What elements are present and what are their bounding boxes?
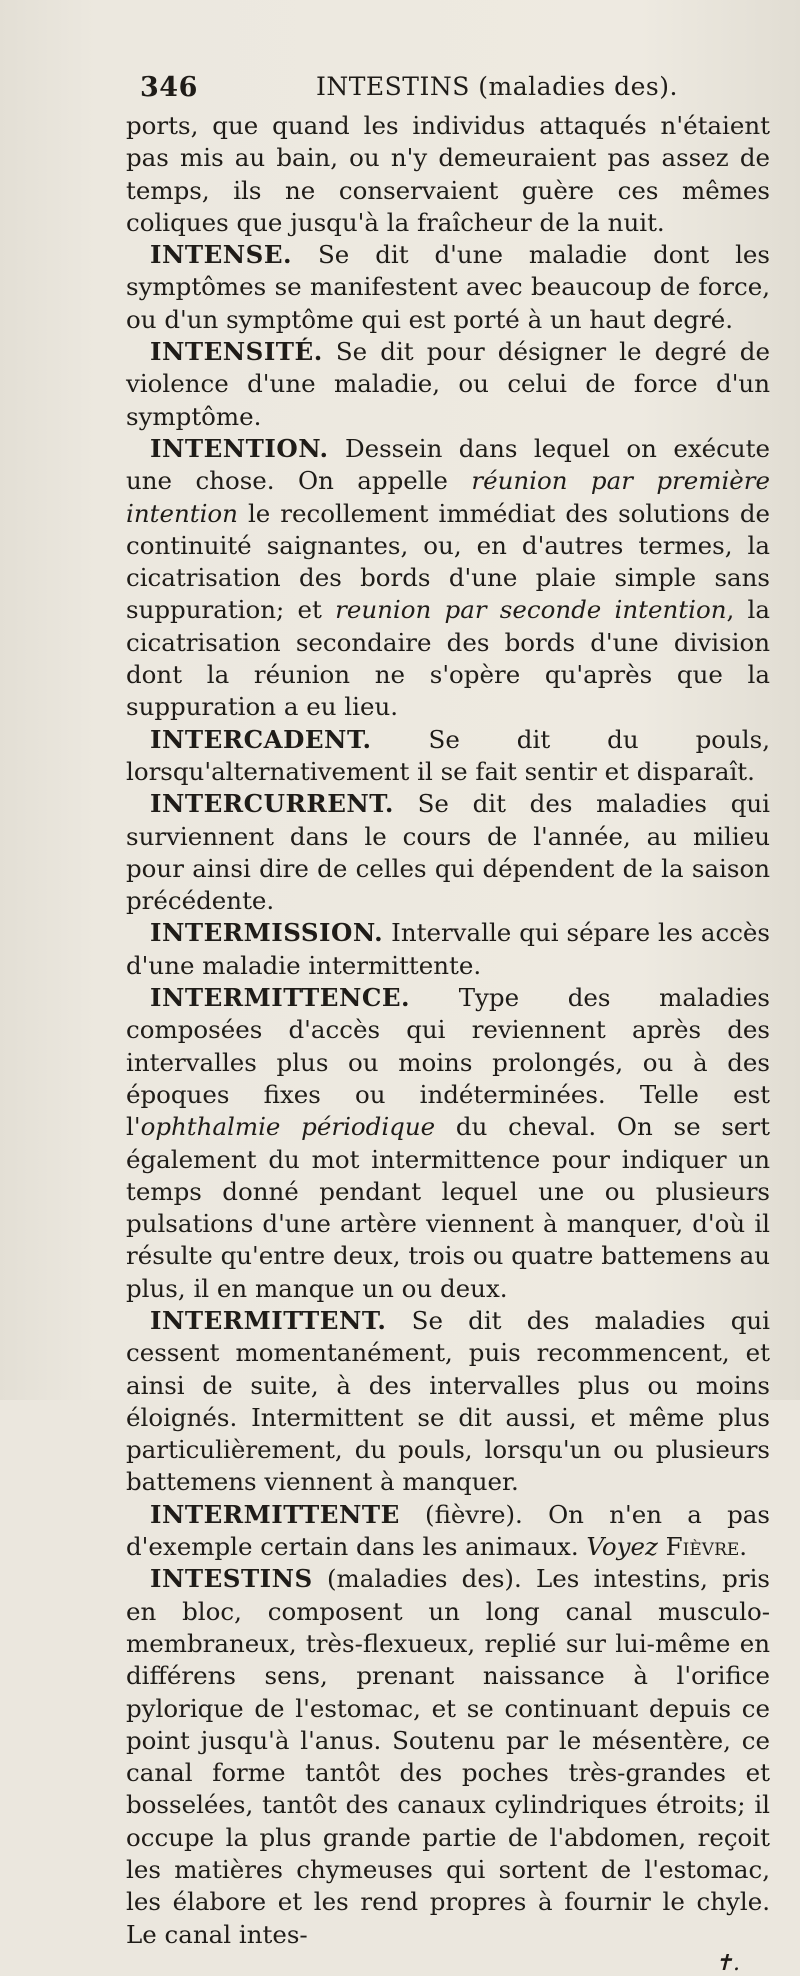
- entry-italic: réunion par première intention: [126, 466, 771, 528]
- entry-text: Dessein dans lequel on exécute une chose. On appelle: [126, 433, 770, 496]
- headword: INTENTION.: [150, 433, 329, 463]
- page-number: 346: [140, 72, 198, 103]
- paragraph-continuation: ports, que quand les individus attaqués n'étaient pas mis au bain, ou n'y demeuraient pas assez de temps, ils ne conservaient guère ces mêmes coliques que jusqu'à la fraîcheur de la nuit.: [126, 111, 770, 237]
- headword: INTERCURRENT.: [150, 789, 394, 819]
- entry-text: .: [739, 1532, 748, 1562]
- entry-italic: reunion par seconde intention: [335, 595, 727, 625]
- entry-text: le recollement immédiat des solutions de continuité saignantes, ou, en d'autres termes, la cicatrisation des bords d'une plaie simple sans suppuration; et: [126, 498, 770, 625]
- entry-text: Se dit pour désigner le degré de violence d'une maladie, ou celui de force d'un symptôme.: [126, 337, 770, 431]
- headword: INTERMITTENTE: [150, 1499, 400, 1529]
- headword: INTERMISSION.: [150, 918, 384, 948]
- entry-italic: Voyez: [586, 1532, 658, 1562]
- entry-text: Se dit d'une maladie dont les symptômes se manifestent avec beaucoup de force, ou d'un symptôme qui est porté à un haut degré.: [126, 240, 770, 334]
- entry-text: (maladies des). Les intestins, pris en bloc, composent un long canal musculo-membraneux, très-flexueux, replié sur lui-même en différens sens, prenant naissance à l'orifice pylorique de l'estomac, et se continuant depuis ce point jusqu'à l'anus. Soutenu par le mésentère, ce canal forme tantôt des poches très-grandes et bosselées, tantôt des canaux cylindriques étroits; il occupe la plus grande partie de l'abdomen, reçoit les matières chymeuses qui sortent de l'estomac, les élabore et les rend propres à fournir le chyle. Le canal intes-: [126, 1564, 770, 1949]
- headword: INTENSE.: [150, 240, 293, 270]
- headword: INTERMITTENT.: [150, 1305, 387, 1335]
- entry-intercurrent: [126, 788, 770, 917]
- entry-intestins: [126, 1563, 770, 1951]
- cross-reference: Fièvre: [657, 1532, 740, 1562]
- entry-text: , la cicatrisation secondaire des bords d'une division dont la réunion ne s'opère qu'après que la suppuration a eu lieu.: [126, 595, 770, 722]
- entry-text: Type des maladies composées d'accès qui reviennent après des intervalles plus ou moins prolongés, ou à des époques fixes ou indéterminées. Telle est l': [126, 983, 770, 1142]
- entry-italic: ophthalmie périodique: [140, 1112, 436, 1142]
- entry-text: Se dit des maladies qui surviennent dans le cours de l'année, au milieu pour ainsi dire de celles qui dépendent de la saison précédente.: [126, 789, 770, 916]
- entry-intensite: [126, 336, 770, 433]
- entry-intense: [126, 239, 770, 336]
- page-header: [126, 72, 770, 110]
- headword: INTESTINS: [150, 1564, 313, 1594]
- entry-text: Intervalle qui sépare les accès d'une maladie intermittente.: [126, 918, 770, 980]
- entry-intermittente: [126, 1499, 770, 1564]
- entry-intermittence: [126, 982, 770, 1305]
- entry-intercadent: [126, 724, 770, 789]
- headword: INTENSITÉ.: [150, 337, 323, 367]
- headword: INTERCADENT.: [150, 724, 372, 754]
- entry-text: Se dit du pouls, lorsqu'alternativement il se fait sentir et disparaît.: [126, 724, 770, 786]
- entry-text: Se dit des maladies qui cessent momentanément, puis recommencent, et ainsi de suite, à des intervalles plus ou moins éloignés. Intermittent se dit aussi, et même plus particulièrement, du pouls, lorsqu'un ou plusieurs battemens viennent à manquer.: [126, 1305, 770, 1497]
- entry-text: (fièvre). On n'en a pas d'exemple certain dans les animaux.: [126, 1499, 770, 1562]
- signature-mark: ✝.: [714, 1950, 740, 1976]
- headword: INTERMITTENCE.: [150, 983, 411, 1013]
- entry-text: du cheval. On se sert également du mot intermittence pour indiquer un temps donné pendant lequel une ou plusieurs pulsations d'une artère viennent à manquer, d'où il résulte qu'entre deux, trois ou quatre battemens au plus, il en manque un ou deux.: [126, 1112, 770, 1303]
- running-title: INTESTINS (maladies des).: [316, 72, 678, 101]
- body-text: [126, 110, 770, 1951]
- entry-intermittent: [126, 1305, 770, 1499]
- entry-intermission: [126, 917, 770, 982]
- entry-intention: [126, 433, 770, 724]
